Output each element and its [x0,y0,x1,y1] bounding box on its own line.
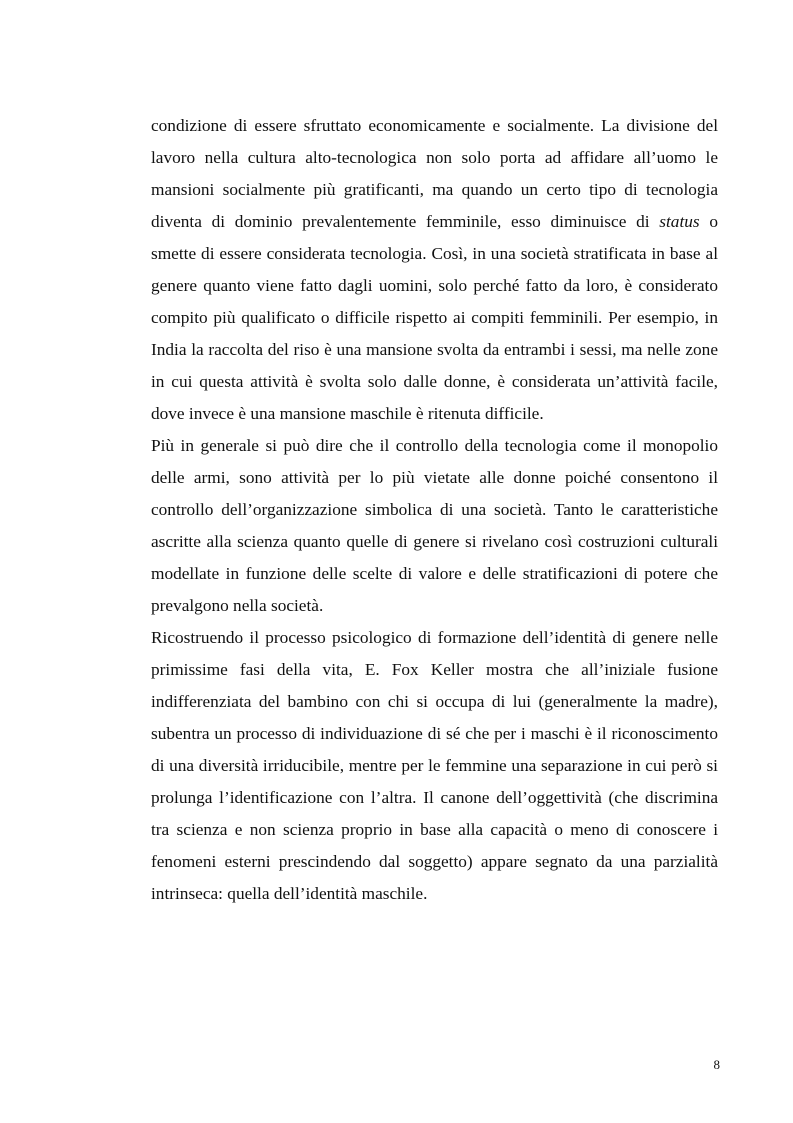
paragraph-1 [151,110,718,430]
paragraph-1-text-start: condizione di essere sfruttato economicamente e socialmente. La divisione del lavoro nella cultura alto-tecnologica non solo porta ad affidare all’uomo le mansioni socialmente più gratificanti, ma quando un certo tipo di tecnologia diventa di dominio prevalentemente femminile, esso diminuisce di [151,116,718,231]
paragraph-2: Più in generale si può dire che il controllo della tecnologia come il monopolio delle armi, sono attività per lo più vietate alle donne poiché consentono il controllo dell’organizzazione simbolica di una società. Tanto le caratteristiche ascritte alla scienza quanto quelle di genere si rivelano così costruzioni culturali modellate in funzione delle scelte di valore e delle stratificazioni di potere che prevalgono nella società. [151,436,718,615]
page-number: 8 [713,1057,720,1072]
italic-term-status: status [659,212,700,231]
paragraph-3: Ricostruendo il processo psicologico di formazione dell’identità di genere nelle primissime fasi della vita, E. Fox Keller mostra che all’iniziale fusione indifferenziata del bambino con chi si occupa di lui (generalmente la madre), subentra un processo di individuazione di sé che per i maschi è il riconoscimento di una diversità irriducibile, mentre per le femmine una separazione in cui però si prolunga l’identificazione con l’altra. Il canone dell’oggettività (che discrimina tra scienza e non scienza proprio in base alla capacità o meno di conoscere i fenomeni esterni prescindendo dal soggetto) appare segnato da una parzialità intrinseca: quella dell’identità maschile. [151,628,718,903]
paragraph-1-text-end: o smette di essere considerata tecnologia. Così, in una società stratificata in base al genere quanto viene fatto dagli uomini, solo perché fatto da loro, è considerato compito più qualificato o difficile rispetto ai compiti femminili. Per esempio, in India la raccolta del riso è una mansione svolta da entrambi i sessi, ma nelle zone in cui questa attività è svolta solo dalle donne, è considerata un’attività facile, dove invece è una mansione maschile è ritenuta difficile. [151,212,718,423]
body-text [151,110,718,910]
